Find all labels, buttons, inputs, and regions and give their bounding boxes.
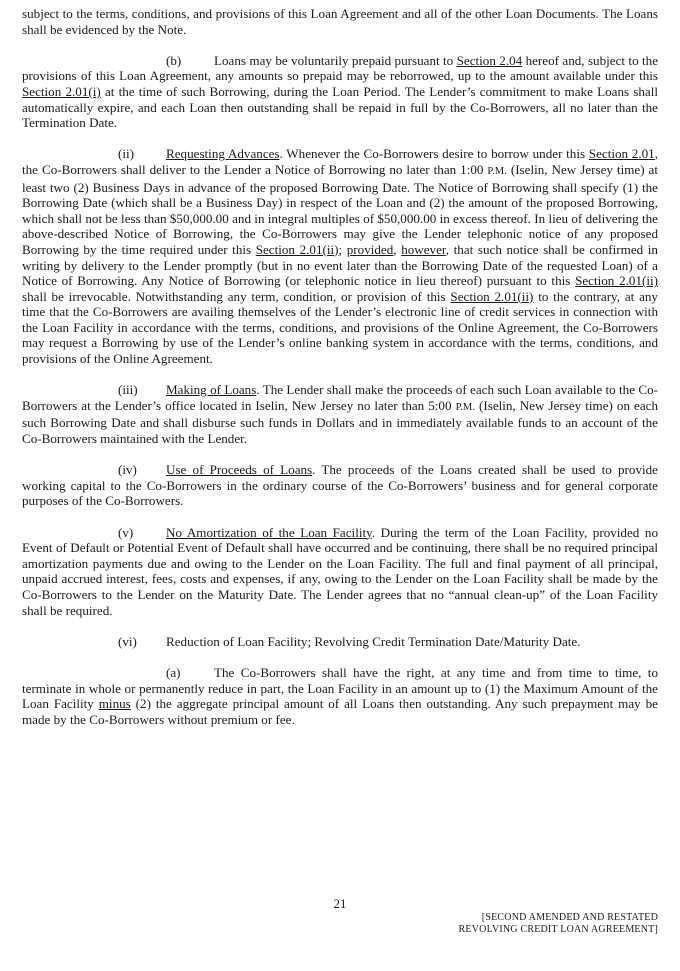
clause-label: (a) (166, 664, 181, 680)
clause-heading: Use of Proceeds of Loans (166, 462, 313, 478)
paragraph-reduction-right: (a) The Co-Borrowers shall have the right, at any time and from time to time, to terminate in whole or permanently reduce in part, the Loan Facility in an amount up to (1) the Maximum Amount of the Loan Facility minus (2) the aggregate principal amount of all Loans then outstanding. Any such prepayment may be made by the Co-Borrowers without premium or fee. (22, 664, 658, 727)
section-reference: Section 2.04 (456, 52, 523, 68)
clause-label: (v) (118, 524, 134, 540)
legend-line: REVOLVING CREDIT LOAN AGREEMENT] (458, 924, 658, 935)
page-number: 21 (333, 896, 347, 911)
section-reference: Section 2.01(ii) (575, 273, 658, 289)
paragraph-reduction-heading (22, 634, 658, 650)
document-legend (459, 912, 658, 936)
paragraph-use-of-proceeds: (iv) Use of Proceeds of Loans. The proceeds of the Loans created shall be used to provide working capital to the Co-Borrowers in the ordinary course of the Co-Borrowers’ business and for general corporate purposes of the Co-Borrowers. (22, 462, 658, 509)
emphasis-however: however (401, 241, 446, 257)
clause-label: (ii) (118, 146, 134, 162)
paragraph-requesting-advances: (ii) Requesting Advances. Whenever the Co-Borrowers desire to borrow under this Section 2.01, the Co-Borrowers shall deliver to the Lender a Notice of Borrowing no later than 1:00 P.M. (Iselin, New Jersey time) at least two (2) Business Days in advance of the proposed Borrowing Date. The Notice of Borrowing shall specify (1) the Borrowing Date (which shall be a Business Day) in respect of the Loan and (2) the amount of the proposed Borrowing, which shall not be less than $50,000.00 and in integral multiples of $50,000.00 in excess thereof. In lieu of delivering the above-described Notice of Borrowing, the Co-Borrowers may give the Lender telephonic notice of any proposed Borrowing by the time required under this Section 2.01(ii); provided, however, that such notice shall be confirmed in writing by delivery to the Lender promptly (but in no event later than the Borrowing Date of the requested Loan) of a Notice of Borrowing. Any Notice of Borrowing (or telephonic notice in lieu thereof) pursuant to this Section 2.01(ii) shall be irrevocable. Notwithstanding any term, condition, or provision of this Section 2.01(ii) to the contrary, at any time that the Co-Borrowers are availing themselves of the Lender’s electronic line of credit services in connection with the Loan Facility in accordance with the terms, conditions, and provisions of the Online Agreement, the Co-Borrowers may request a Borrowing by use of the Lender’s online banking system in accordance with the terms, conditions, and provisions of the Online Agreement. (22, 146, 658, 367)
clause-heading: Making of Loans (166, 382, 257, 398)
document-body (22, 6, 658, 727)
paragraph-no-amortization: (v) No Amortization of the Loan Facility. During the term of the Loan Facility, provided no Event of Default or Potential Event of Default shall have occurred and be continuing, there shall be no required principal amortization payments due and owing to the Lender on the Loan Facility. The full and final payment of all principal, unpaid accrued interest, fees, costs and expenses, if any, owing to the Lender on the Loan Facility shall be made by the Co-Borrowers to the Lender on the Maturity Date. The Lender agrees that no “annual clean-up” of the Loan Facility shall be required. (22, 524, 658, 618)
emphasis-provided: provided (346, 241, 394, 257)
legend-line: [SECOND AMENDED AND RESTATED (481, 912, 658, 923)
clause-heading: No Amortization of the Loan Facility (166, 524, 372, 540)
section-reference: Section 2.01(i) (22, 83, 101, 99)
clause-label: (iii) (118, 382, 138, 398)
clause-label: (iv) (118, 462, 137, 478)
paragraph-making-of-loans: (iii) Making of Loans. The Lender shall make the proceeds of each such Loan available to the Co-Borrowers at the Lender’s office located in Iselin, New Jersey no later than 5:00 P.M. (Iselin, New Jersey time) on each such Borrowing Date and shall disburse such funds in Dollars and in immediately available funds to an account of the Co-Borrowers maintained with the Lender. (22, 382, 659, 447)
section-reference: Section 2.01 (588, 146, 655, 162)
clause-label: (b) (166, 52, 182, 68)
paragraph-continuation: subject to the terms, conditions, and provisions of this Loan Agreement and all of the other Loan Documents. The Loans shall be evidenced by the Note. (22, 6, 658, 37)
section-reference: Section 2.01(ii) (255, 241, 339, 257)
clause-heading: Requesting Advances (166, 146, 280, 162)
paragraph-prepayment: (b) Loans may be voluntarily prepaid pursuant to Section 2.04 hereof and, subject to the provisions of this Loan Agreement, any amounts so prepaid may be reborrowed, up to the amount available under this Section 2.01(i) at the time of such Borrowing, during the Loan Period. The Lender’s commitment to make Loans shall automatically expire, and each Loan then outstanding shall be repaid in full by the Co-Borrowers, all no later than the Termination Date. (22, 52, 658, 131)
emphasis-minus: minus (98, 696, 131, 712)
clause-label: (vi) (118, 633, 137, 649)
section-reference: Section 2.01(ii) (450, 288, 534, 304)
clause-heading: Reduction of Loan Facility; Revolving Credit Termination Date/Maturity Date. (166, 633, 581, 649)
